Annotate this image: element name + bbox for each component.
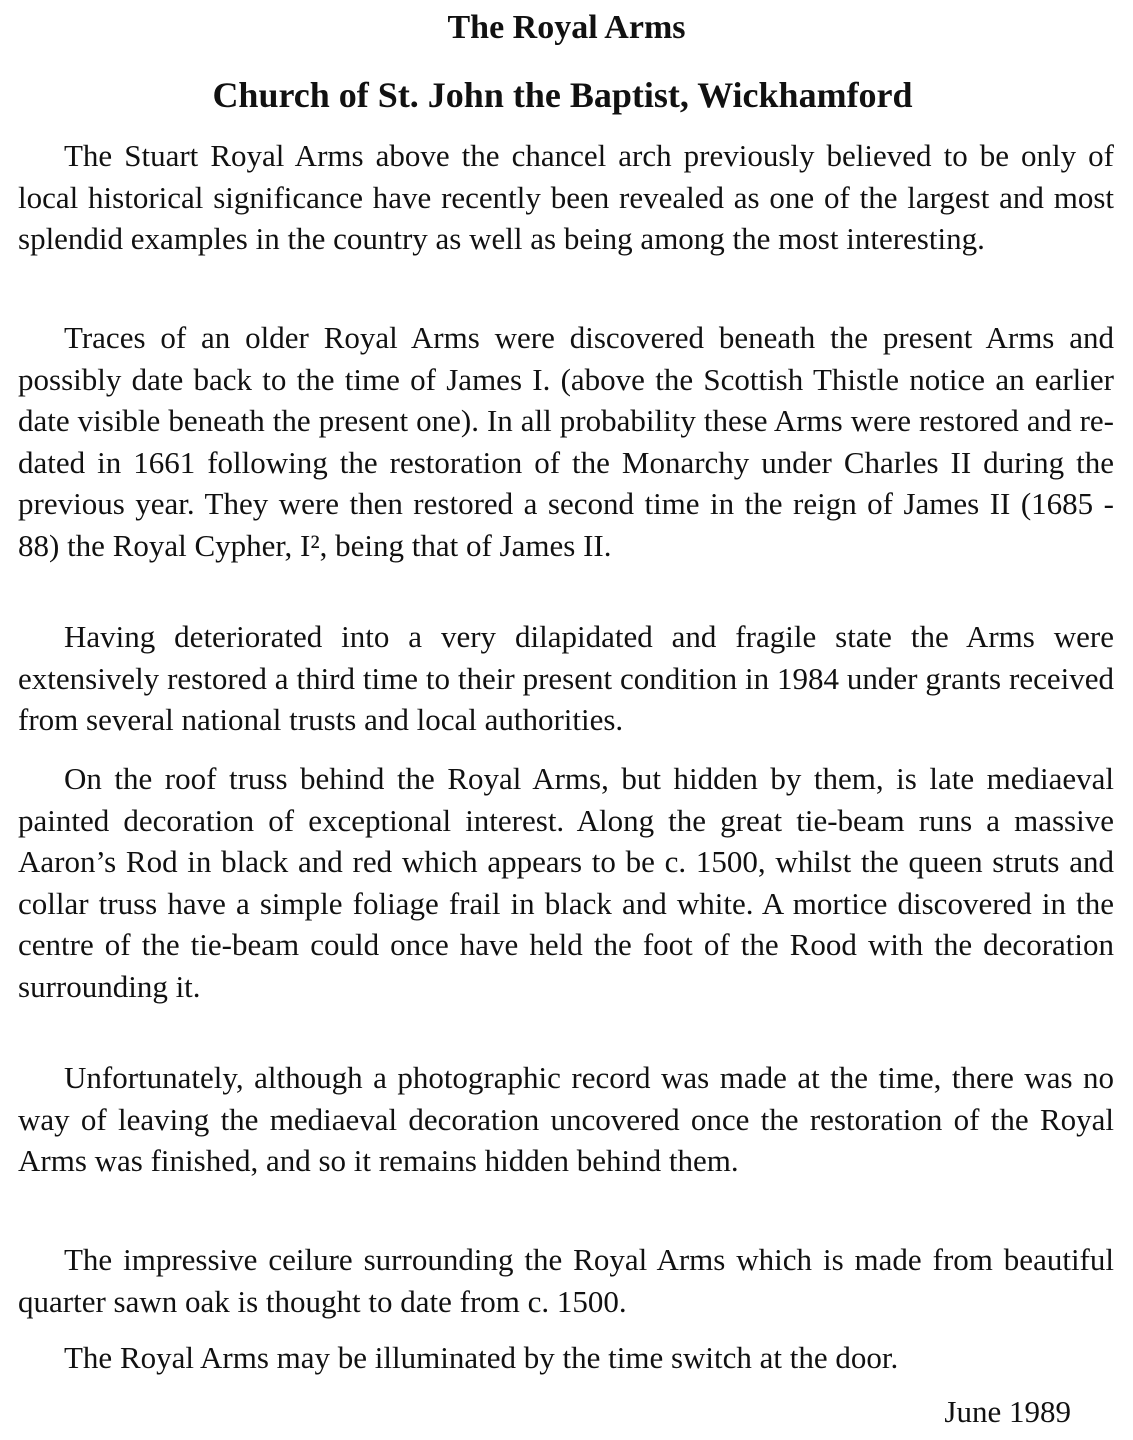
paragraph-ceilure: The impressive ceilure surrounding the Royal Arms which is made from beautiful quarter sawn oak is thought to date from c. 1500.	[18, 1242, 1114, 1319]
document-title: The Royal Arms	[447, 9, 686, 46]
paragraph-illumination: The Royal Arms may be illuminated by the time switch at the door.	[64, 1340, 899, 1375]
document-date: June 1989	[944, 1394, 1071, 1429]
paragraph-stuart-arms: The Stuart Royal Arms above the chancel arch previously believed to be only of local historical significance have recently been revealed as one of the largest and most splendid examples in the country as well as being among the most interesting.	[18, 138, 1114, 256]
paragraph-roof-truss: On the roof truss behind the Royal Arms, but hidden by them, is late mediaeval painted decoration of exceptional interest. Along the great tie-beam runs a massive Aaron’s Rod in black and red which appears to be c. 1500, whilst the queen struts and collar truss have a simple foliage frail in black and white. A mortice discovered in the centre of the tie-beam could once have held the foot of the Rood with the decoration surrounding it.	[18, 761, 1114, 1004]
paragraph-restoration-1984: Having deteriorated into a very dilapidated and fragile state the Arms were extensively restored a third time to their present condition in 1984 under grants received from several national trusts and local authorities.	[18, 619, 1114, 737]
document-subtitle: Church of St. John the Baptist, Wickhamford	[212, 75, 913, 115]
paragraph-photographic-record: Unfortunately, although a photographic record was made at the time, there was no way of leaving the mediaeval decoration uncovered once the restoration of the Royal Arms was finished, and so it remains hidden behind them.	[18, 1060, 1114, 1178]
paragraph-older-arms: Traces of an older Royal Arms were discovered beneath the present Arms and possibly date back to the time of James I. (above the Scottish Thistle notice an earlier date visible beneath the present one). In all probability these Arms were restored and re-dated in 1661 following the restoration of the Monarchy under Charles II during the previous year. They were then restored a second time in the reign of James II (1685 - 88) the Royal Cypher, I², being that of James II.	[18, 320, 1114, 563]
